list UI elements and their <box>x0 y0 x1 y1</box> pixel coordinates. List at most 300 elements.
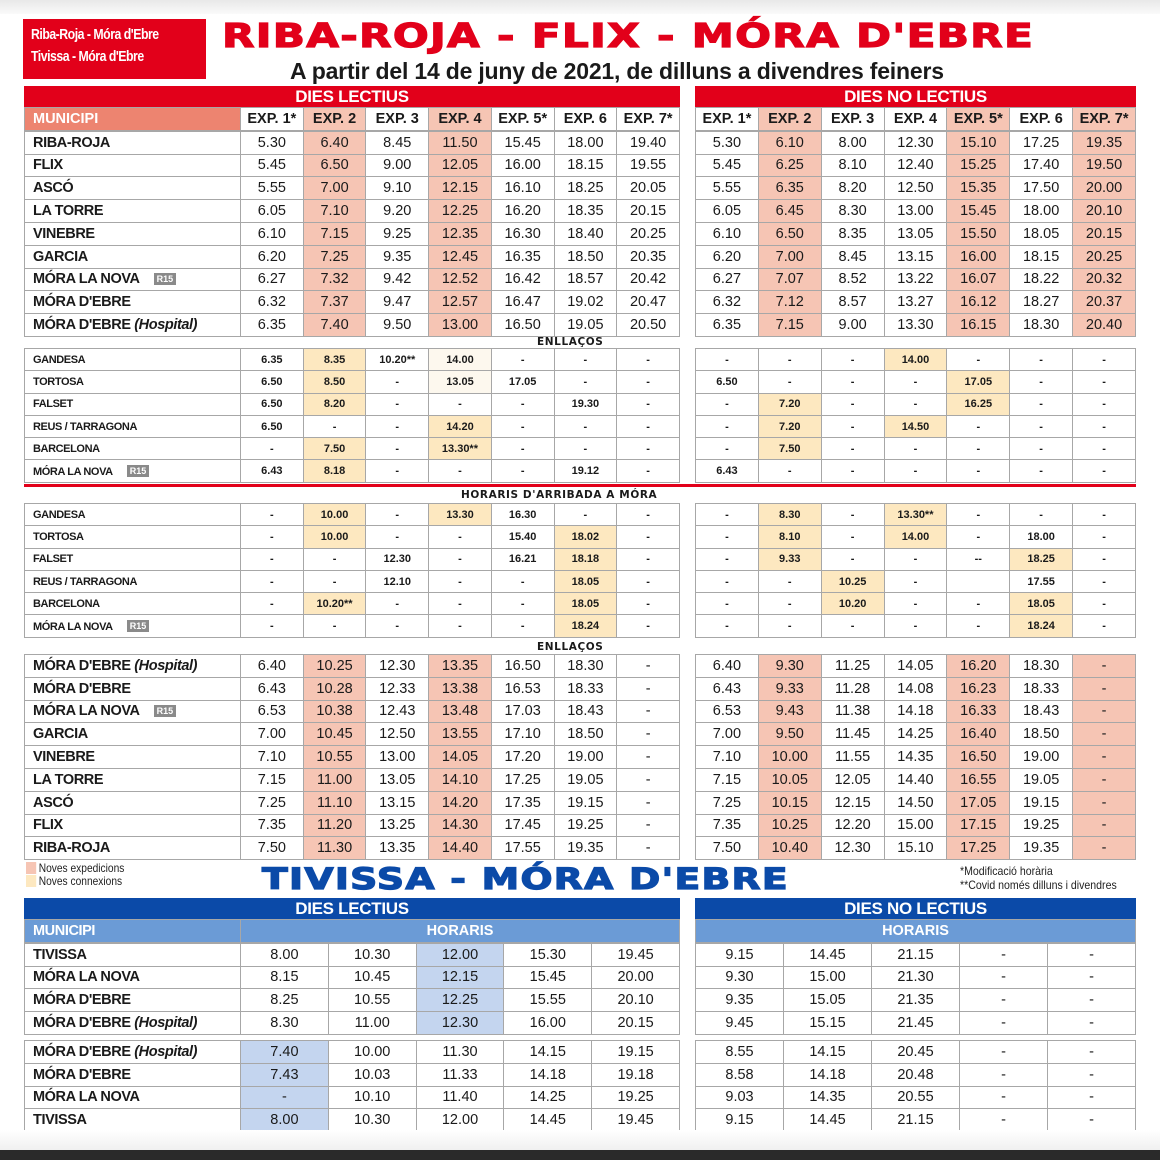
stop-name <box>25 177 241 200</box>
time-cell: 18.40 <box>554 222 617 245</box>
time-cell: 20.10 <box>592 989 680 1012</box>
time-cell: 7.15 <box>241 768 304 791</box>
time-cell: 8.25 <box>241 989 329 1012</box>
table-row <box>25 593 680 615</box>
time-cell: 10.38 <box>303 700 366 723</box>
time-cell: 8.45 <box>821 245 884 268</box>
time-cell: - <box>884 460 947 482</box>
time-cell: 18.33 <box>554 677 617 700</box>
stop-label: MÓRA D'EBRE <box>33 1066 131 1083</box>
time-cell: 9.30 <box>758 655 821 678</box>
tivissa-lectius-outbound-table <box>24 943 680 1035</box>
time-cell: 13.00 <box>366 746 429 769</box>
time-cell: 7.00 <box>758 245 821 268</box>
time-cell: 18.30 <box>1010 314 1073 337</box>
stop-label: REUS / TARRAGONA <box>33 420 138 433</box>
time-cell: 7.15 <box>696 768 759 791</box>
table-row <box>696 837 1136 860</box>
time-cell: 19.00 <box>1010 746 1073 769</box>
time-cell: - <box>366 460 429 482</box>
time-cell: 16.53 <box>491 677 554 700</box>
table-row <box>696 349 1136 371</box>
time-cell: 6.40 <box>696 655 759 678</box>
time-cell: 9.15 <box>696 1109 784 1132</box>
time-cell: - <box>303 615 366 637</box>
stop-label: MÓRA LA NOVA <box>33 271 140 288</box>
stop-name <box>25 291 241 314</box>
time-cell: - <box>617 746 680 769</box>
time-cell: 16.21 <box>491 548 554 570</box>
time-cell: 8.30 <box>821 200 884 223</box>
time-cell: - <box>821 438 884 460</box>
time-cell: 19.35 <box>554 837 617 860</box>
time-cell: - <box>617 768 680 791</box>
time-cell: 12.30 <box>416 1012 504 1035</box>
time-cell: 15.30 <box>504 943 592 966</box>
table-row <box>696 768 1136 791</box>
stop-name <box>25 268 241 291</box>
page-title: RIBA-ROJA - FLIX - MÓRA D'EBRE <box>222 16 1035 55</box>
stop-label: TORTOSA <box>33 530 84 543</box>
time-cell: 9.03 <box>696 1086 784 1109</box>
time-cell: 17.45 <box>491 814 554 837</box>
time-cell: - <box>1073 415 1136 437</box>
time-cell: 12.00 <box>416 1109 504 1132</box>
time-cell: 7.43 <box>241 1063 329 1086</box>
horaris-header: HORARIS <box>696 920 1136 943</box>
time-cell: - <box>241 615 304 637</box>
time-cell: 20.40 <box>1073 314 1136 337</box>
time-cell: 19.45 <box>592 1109 680 1132</box>
table-row <box>25 177 680 200</box>
time-cell: 15.10 <box>947 131 1010 154</box>
table-row <box>25 570 680 592</box>
time-cell: - <box>1073 791 1136 814</box>
time-cell: 6.50 <box>758 222 821 245</box>
time-cell: 14.20 <box>429 415 492 437</box>
time-cell: 9.50 <box>366 314 429 337</box>
table-row <box>696 268 1136 291</box>
time-cell: 8.55 <box>696 1040 784 1063</box>
table-row <box>25 1086 680 1109</box>
time-cell: 11.28 <box>821 677 884 700</box>
time-cell: 10.20** <box>366 349 429 371</box>
municipi-header: MUNICIPI <box>25 920 241 943</box>
stop-name <box>25 245 241 268</box>
time-cell: 13.27 <box>884 291 947 314</box>
table-row <box>25 460 680 482</box>
time-cell: 18.02 <box>554 526 617 548</box>
time-cell: 13.00 <box>429 314 492 337</box>
time-cell: 9.30 <box>696 966 784 989</box>
time-cell: 18.43 <box>554 700 617 723</box>
time-cell: - <box>696 438 759 460</box>
table-row <box>696 291 1136 314</box>
time-cell: 7.32 <box>303 268 366 291</box>
time-cell: - <box>696 593 759 615</box>
time-cell: - <box>1048 1063 1136 1086</box>
time-cell: 16.55 <box>947 768 1010 791</box>
time-cell: 15.50 <box>947 222 1010 245</box>
time-cell: 11.33 <box>416 1063 504 1086</box>
time-cell: 8.52 <box>821 268 884 291</box>
time-cell: 12.52 <box>429 268 492 291</box>
time-cell: 12.15 <box>416 966 504 989</box>
table-row <box>696 504 1136 526</box>
time-cell: 7.10 <box>303 200 366 223</box>
time-cell: 10.25 <box>303 655 366 678</box>
ribaroja-legend <box>26 862 124 888</box>
time-cell: - <box>1010 504 1073 526</box>
time-cell: 7.07 <box>758 268 821 291</box>
time-cell: - <box>884 548 947 570</box>
table-row <box>696 245 1136 268</box>
stop-name <box>25 460 241 482</box>
time-cell: - <box>1073 593 1136 615</box>
time-cell: 9.00 <box>821 314 884 337</box>
time-cell: 19.00 <box>554 746 617 769</box>
time-cell: - <box>1048 943 1136 966</box>
time-cell: 6.50 <box>241 415 304 437</box>
time-cell: 13.05 <box>366 768 429 791</box>
table-row <box>696 791 1136 814</box>
table-row <box>25 438 680 460</box>
arrival-connections-no-lectius-table <box>695 503 1136 638</box>
table-row <box>25 1012 680 1035</box>
time-cell: - <box>617 593 680 615</box>
expedition-header: EXP. 1* <box>696 108 759 131</box>
time-cell: 20.10 <box>1073 200 1136 223</box>
time-cell: - <box>758 615 821 637</box>
expedition-header: EXP. 2 <box>758 108 821 131</box>
time-cell: 17.03 <box>491 700 554 723</box>
time-cell: 19.15 <box>554 791 617 814</box>
time-cell: - <box>821 393 884 415</box>
time-cell: - <box>758 371 821 393</box>
time-cell: 15.40 <box>491 526 554 548</box>
time-cell: 7.40 <box>241 1040 329 1063</box>
time-cell: 18.30 <box>554 655 617 678</box>
table-row <box>25 791 680 814</box>
stop-label: TORTOSA <box>33 375 84 388</box>
table-row <box>25 222 680 245</box>
time-cell: 10.55 <box>328 989 416 1012</box>
time-cell: 15.45 <box>491 131 554 154</box>
time-cell: 7.25 <box>696 791 759 814</box>
expedition-header: EXP. 6 <box>1010 108 1073 131</box>
time-cell: 12.35 <box>429 222 492 245</box>
time-cell: 8.50 <box>303 371 366 393</box>
time-cell: 20.05 <box>617 177 680 200</box>
time-cell: 7.37 <box>303 291 366 314</box>
time-cell: 14.45 <box>504 1109 592 1132</box>
table-row <box>696 966 1136 989</box>
time-cell: 10.28 <box>303 677 366 700</box>
time-cell: 13.35 <box>429 655 492 678</box>
time-cell: - <box>617 438 680 460</box>
departure-connections-no-lectius <box>695 348 1136 483</box>
time-cell <box>947 570 1010 592</box>
table-row <box>25 723 680 746</box>
time-cell: 18.35 <box>554 200 617 223</box>
time-cell: - <box>241 593 304 615</box>
time-cell: 19.35 <box>1010 837 1073 860</box>
time-cell: 9.25 <box>366 222 429 245</box>
stop-label: FLIX <box>33 157 63 174</box>
time-cell: 18.25 <box>554 177 617 200</box>
time-cell: - <box>617 349 680 371</box>
time-cell: - <box>758 570 821 592</box>
time-cell: 8.00 <box>241 943 329 966</box>
time-cell: - <box>960 1086 1048 1109</box>
time-cell: - <box>1010 415 1073 437</box>
time-cell: - <box>884 570 947 592</box>
departure-connections-lectius-table <box>24 348 680 483</box>
time-cell: 16.10 <box>491 177 554 200</box>
time-cell: 17.10 <box>491 723 554 746</box>
time-cell: 9.35 <box>696 989 784 1012</box>
time-cell: 11.45 <box>821 723 884 746</box>
time-cell: 20.25 <box>1073 245 1136 268</box>
time-cell: 21.35 <box>872 989 960 1012</box>
time-cell: 13.35 <box>366 837 429 860</box>
time-cell: - <box>366 526 429 548</box>
stop-label: LA TORRE <box>33 771 104 788</box>
stop-label: VINEBRE <box>33 749 95 766</box>
legend-swatch-yellow <box>26 875 36 887</box>
time-cell: - <box>1073 655 1136 678</box>
time-cell: - <box>947 526 1010 548</box>
time-cell: - <box>617 677 680 700</box>
time-cell: 14.18 <box>884 700 947 723</box>
time-cell: 8.15 <box>241 966 329 989</box>
time-cell: 17.15 <box>947 814 1010 837</box>
time-cell: 6.53 <box>241 700 304 723</box>
time-cell: - <box>960 943 1048 966</box>
time-cell: 16.47 <box>491 291 554 314</box>
stop-name <box>25 723 241 746</box>
time-cell: 10.10 <box>328 1086 416 1109</box>
time-cell: 10.45 <box>328 966 416 989</box>
time-cell: 16.30 <box>491 504 554 526</box>
time-cell: 13.22 <box>884 268 947 291</box>
time-cell: - <box>1073 768 1136 791</box>
expedition-header: EXP. 2 <box>303 108 366 131</box>
stop-label: FALSET <box>33 553 73 566</box>
arrival-connections-lectius <box>24 503 680 638</box>
table-row <box>696 415 1136 437</box>
ribaroja-lectius-inbound <box>24 654 680 860</box>
time-cell: 6.27 <box>696 268 759 291</box>
tivissa-lectius-panel <box>24 898 680 1132</box>
time-cell: 18.05 <box>1010 593 1073 615</box>
time-cell: 11.30 <box>416 1040 504 1063</box>
stop-label: MÓRA LA NOVA <box>33 969 140 986</box>
time-cell: - <box>491 593 554 615</box>
time-cell: 15.10 <box>884 837 947 860</box>
bottom-fade <box>0 1130 1160 1150</box>
time-cell: 16.50 <box>491 314 554 337</box>
time-cell: 10.30 <box>328 1109 416 1132</box>
time-cell: 17.20 <box>491 746 554 769</box>
time-cell: 12.20 <box>821 814 884 837</box>
tivissa-no-lectius-subheader <box>695 919 1136 943</box>
ribaroja-lectius-outbound-table <box>24 131 680 337</box>
stop-name <box>25 349 241 371</box>
time-cell: - <box>1073 814 1136 837</box>
time-cell: 10.45 <box>303 723 366 746</box>
time-cell: 6.50 <box>303 154 366 177</box>
time-cell: 8.30 <box>758 504 821 526</box>
time-cell: 20.45 <box>872 1040 960 1063</box>
time-cell: 17.05 <box>947 791 1010 814</box>
table-row <box>25 268 680 291</box>
table-row <box>696 177 1136 200</box>
stop-label: VINEBRE <box>33 225 95 242</box>
tivissa-lectius-title: DIES LECTIUS <box>24 898 680 919</box>
time-cell: 18.00 <box>1010 200 1073 223</box>
stop-name <box>25 504 241 526</box>
time-cell: 17.55 <box>1010 570 1073 592</box>
connections-label-departure: ENLLAÇOS <box>537 336 604 348</box>
time-cell: 16.07 <box>947 268 1010 291</box>
time-cell: 20.47 <box>617 291 680 314</box>
time-cell: - <box>1048 1086 1136 1109</box>
time-cell: 5.30 <box>241 131 304 154</box>
footnote-modification: *Modificació horària <box>960 864 1053 878</box>
time-cell: 16.50 <box>947 746 1010 769</box>
time-cell: 10.25 <box>758 814 821 837</box>
time-cell: - <box>960 966 1048 989</box>
time-cell: 9.42 <box>366 268 429 291</box>
table-row <box>696 1086 1136 1109</box>
time-cell: 15.05 <box>784 989 872 1012</box>
time-cell: 14.18 <box>784 1063 872 1086</box>
time-cell: - <box>241 438 304 460</box>
time-cell: 8.57 <box>821 291 884 314</box>
time-cell: 12.15 <box>429 177 492 200</box>
ribaroja-no-lectius-inbound-table <box>695 654 1136 860</box>
time-cell: 6.35 <box>241 349 304 371</box>
time-cell: 10.40 <box>758 837 821 860</box>
time-cell: 7.50 <box>696 837 759 860</box>
table-row <box>696 746 1136 769</box>
stop-name <box>25 814 241 837</box>
stop-name <box>25 526 241 548</box>
time-cell: 15.25 <box>947 154 1010 177</box>
time-cell: 6.43 <box>241 460 304 482</box>
time-cell: 11.38 <box>821 700 884 723</box>
stop-name <box>25 615 241 637</box>
time-cell: -- <box>947 548 1010 570</box>
time-cell: 14.08 <box>884 677 947 700</box>
table-row <box>25 966 680 989</box>
time-cell: - <box>617 548 680 570</box>
time-cell: - <box>821 504 884 526</box>
legend-swatch-salmon <box>26 862 36 874</box>
expedition-header: EXP. 3 <box>366 108 429 131</box>
time-cell: - <box>947 593 1010 615</box>
time-cell: 13.55 <box>429 723 492 746</box>
time-cell: 6.05 <box>241 200 304 223</box>
time-cell: 6.50 <box>696 371 759 393</box>
stop-label: BARCELONA <box>33 442 100 455</box>
time-cell: - <box>617 700 680 723</box>
time-cell: - <box>758 349 821 371</box>
time-cell: 19.15 <box>1010 791 1073 814</box>
time-cell: 16.00 <box>947 245 1010 268</box>
time-cell: 20.50 <box>617 314 680 337</box>
rail-line-badge: R15 <box>154 705 177 717</box>
time-cell: 19.55 <box>617 154 680 177</box>
route-badge <box>23 19 206 79</box>
stop-label: MÓRA D'EBRE <box>33 317 131 334</box>
stop-label: MÓRA D'EBRE <box>33 992 131 1009</box>
rail-line-badge: R15 <box>127 620 150 632</box>
time-cell: - <box>696 570 759 592</box>
time-cell: 6.20 <box>241 245 304 268</box>
stop-name <box>25 222 241 245</box>
time-cell: - <box>884 615 947 637</box>
stop-label: MÓRA LA NOVA <box>33 465 113 478</box>
time-cell: - <box>491 393 554 415</box>
arrival-connections-no-lectius <box>695 503 1136 638</box>
time-cell: 10.03 <box>328 1063 416 1086</box>
time-cell: - <box>241 1086 329 1109</box>
time-cell: - <box>1073 526 1136 548</box>
municipi-header: MUNICIPI <box>25 108 241 131</box>
table-row <box>696 570 1136 592</box>
time-cell: - <box>303 415 366 437</box>
time-cell: 12.30 <box>366 655 429 678</box>
time-cell: 18.27 <box>1010 291 1073 314</box>
stop-name <box>25 989 241 1012</box>
time-cell: - <box>696 548 759 570</box>
time-cell: 14.05 <box>429 746 492 769</box>
time-cell: 20.15 <box>1073 222 1136 245</box>
time-cell: 20.25 <box>617 222 680 245</box>
stop-label: RIBA-ROJA <box>33 134 110 151</box>
time-cell: 6.32 <box>696 291 759 314</box>
time-cell: 7.50 <box>303 438 366 460</box>
time-cell: - <box>1073 393 1136 415</box>
stop-name <box>25 655 241 678</box>
time-cell: - <box>1073 570 1136 592</box>
time-cell: 19.25 <box>554 814 617 837</box>
time-cell: 14.05 <box>884 655 947 678</box>
table-row <box>696 1012 1136 1035</box>
table-row <box>696 314 1136 337</box>
time-cell: 12.05 <box>429 154 492 177</box>
table-row <box>696 131 1136 154</box>
time-cell: - <box>491 349 554 371</box>
time-cell: 16.23 <box>947 677 1010 700</box>
time-cell: 14.40 <box>429 837 492 860</box>
time-cell: 17.55 <box>491 837 554 860</box>
time-cell: 17.25 <box>1010 131 1073 154</box>
time-cell: - <box>617 415 680 437</box>
time-cell: 12.50 <box>884 177 947 200</box>
time-cell: 11.25 <box>821 655 884 678</box>
stop-name <box>25 131 241 154</box>
time-cell: 6.40 <box>241 655 304 678</box>
time-cell: - <box>366 438 429 460</box>
route-badge-line-2: Tivissa - Móra d'Ebre <box>31 48 144 65</box>
time-cell: - <box>696 526 759 548</box>
time-cell: 21.30 <box>872 966 960 989</box>
stop-label: GARCIA <box>33 248 88 265</box>
expedition-header: EXP. 5* <box>491 108 554 131</box>
